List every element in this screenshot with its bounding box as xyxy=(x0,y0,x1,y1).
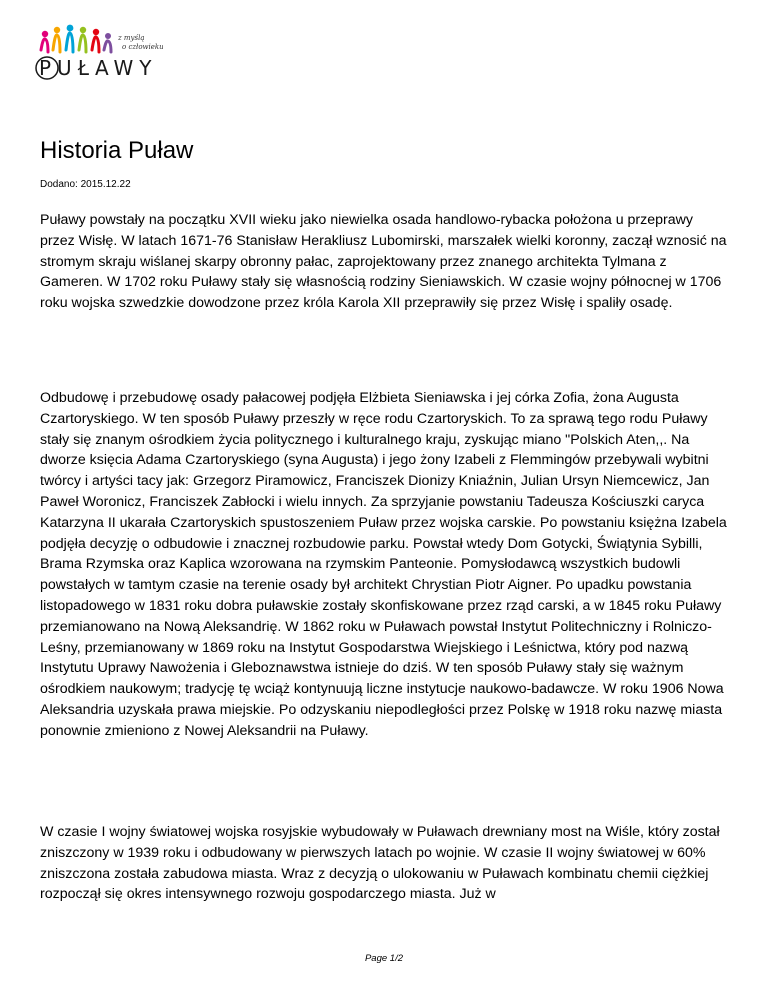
article-paragraph-1: Puławy powstały na początku XVII wieku jako niewielka osada handlowo-rybacka położona u przeprawy przez Wisłę. W latach 1671-76 Stanisław Herakliusz Lubomirski, marszałek wielki koronny, zaczął wznosić na stromym skraju wiślanej skarpy obronny pałac, zaprojektowany przez znanego architekta Tylmana z Gameren. W 1702 roku Puławy stały się własnością rodziny Sieniawskich. W czasie wojny północnej w 1706 roku wojska szwedzkie dowodzone przez króla Karola XII przeprawiły się przez Wisłę i spaliły osadę. xyxy=(40,212,727,312)
pulawy-logo-graphic xyxy=(33,22,163,84)
article-paragraph-3: W czasie I wojny światowej wojska rosyjskie wybudowały w Puławach drewniany most na Wiśle, który został zniszczony w 1939 roku i odbudowany w pierwszych latach po wojnie. W czasie II wojny światowej w 60% zniszczona została zabudowa miasta. Wraz z decyzją o ulokowaniu w Puławach kombinatu chemii ciężkiej rozpoczął się okres intensywnego rozwoju gospodarczego miasta. Już w xyxy=(40,824,720,903)
pulawy-logo xyxy=(33,22,163,84)
page-number: Page 1/2 xyxy=(364,953,404,964)
article-paragraph-2: Odbudowę i przebudowę osady pałacowej podjęła Elżbieta Sieniawska i jej córka Zofia, żona Augusta Czartoryskiego. W ten sposób Puławy przeszły w ręce rodu Czartoryskich. To za sprawą tego rodu Puławy stały się znanym ośrodkiem życia politycznego i kulturalnego kraju, zyskując miano "Polskich Aten,,. Na dworze księcia Adama Czartoryskiego (syna Augusta) i jego żony Izabeli z Flemmingów przebywali wybitni twórcy i artyści tacy jak: Grzegorz Piramowicz, Franciszek Dionizy Kniaźnin, Julian Ursyn Niemcewicz, Jan Paweł Woronicz, Franciszek Zabłocki i wielu innych. Za sprzyjanie powstaniu Tadeusza Kościuszki caryca Katarzyna II ukarała Czartoryskich spustoszeniem Puław przez wojska carskie. Po powstaniu księżna Izabela podjęła decyzję o odbudowie i znacznej rozbudowie parku. Powstał wtedy Dom Gotycki, Świątynia Sybilli, Brama Rzymska oraz Kaplica wzorowana na rzymskim Panteonie. Pomysłodawcą wszystkich budowli powstałych w tamtym czasie na terenie osady był architekt Chrystian Piotr Aigner. Po upadku powstania listopadowego w 1831 roku dobra puławskie zostały skonfiskowane przez rząd carski, a w 1845 roku Puławy przemianowano na Nową Aleksandrię. W 1862 roku w Puławach powstał Instytut Politechniczny i Rolniczo-Leśny, przemianowany w 1869 roku na Instytut Gospodarstwa Wiejskiego i Leśnictwa, który pod nazwą Instytutu Uprawy Nawożenia i Gleboznawstwa istnieje do dziś. W ten sposób Puławy stały się ważnym ośrodkiem naukowym; tradycję tę wciąż kontynuują liczne instytucje naukowo-badawcze. W roku 1906 Nowa Aleksandria uzyskała prawa miejskie. Po odzyskaniu niepodległości przez Polskę w 1918 roku nazwę miasta ponownie zmieniono z Nowej Aleksandrii na Puławy. xyxy=(40,390,727,739)
page-title: Historia Puław xyxy=(40,137,194,164)
logo-tagline-1: z myślą xyxy=(118,34,145,42)
publish-date: Dodano: 2015.12.22 xyxy=(40,179,131,190)
logo-figures xyxy=(41,25,111,52)
logo-tagline-2: o człowieku xyxy=(122,43,163,51)
logo-wordmark: PUŁAWY xyxy=(39,56,158,80)
